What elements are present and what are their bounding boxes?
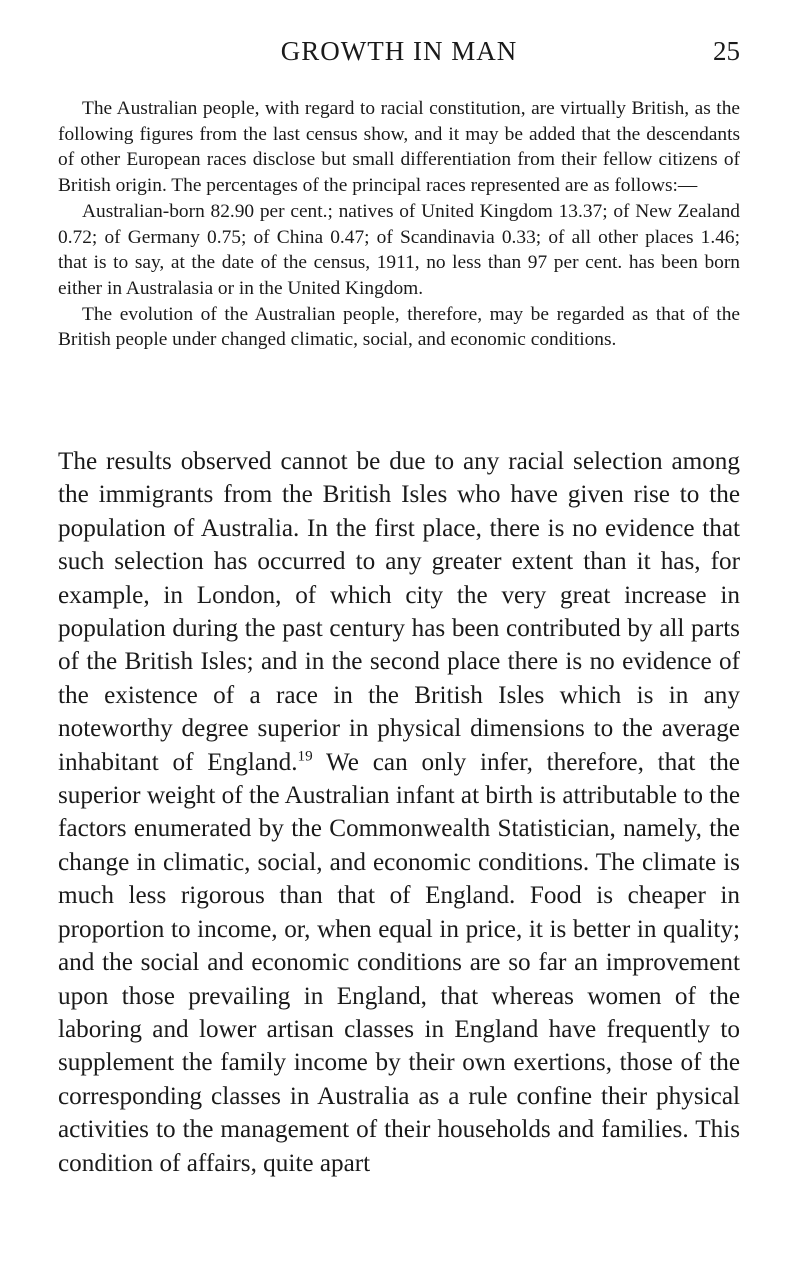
book-page xyxy=(58,0,740,1281)
main-text-before-note: The results observed cannot be due to any racial selection among the immigrants from the British Isles who have given rise to the population of Australia. In the first place, there is no evidence that such selection has occurred to any greater extent than it has, for example, in London, of which city the very great increase in population during the past century has been contributed by all parts of the British Isles; and in the second place there is no evidence of the existence of a race in the British Isles which is in any noteworthy degree superior in physical dimensions to the average inhabitant of England. xyxy=(58,448,740,776)
main-paragraph xyxy=(58,445,740,1180)
page-header xyxy=(58,36,740,76)
quoted-paragraph-1: The Australian people, with regard to racial constitution, are virtually British, as the following figures from the last census show, and it may be added that the descendants of other European races disclose but small differentiation from their fellow citizens of British origin. The percentages of the principal races represented are as follows:— xyxy=(58,98,740,197)
quoted-census-block xyxy=(58,96,740,353)
footnote-reference: 19 xyxy=(297,748,313,765)
quoted-paragraph-3: The evolution of the Australian people, therefore, may be regarded as that of the British people under changed climatic, social, and economic conditions. xyxy=(58,303,740,351)
main-text-after-note: We can only infer, therefore, that the superior weight of the Australian infant at birth is attributable to the factors enumerated by the Commonwealth Statistician, namely, the change in climatic, social, and economic conditions. The climate is much less rigorous than that of England. Food is cheaper in proportion to income, or, when equal in price, it is better in quality; and the social and economic conditions are so far an improvement upon those prevailing in England, that whereas women of the laboring and lower artisan classes in England have frequently to supplement the family income by their own exertions, those of the corresponding classes in Australia as a rule confine their physical activities to the management of their households and families. This condition of affairs, quite apart xyxy=(58,748,740,1177)
quoted-paragraph-2: Australian-born 82.90 per cent.; natives of United Kingdom 13.37; of New Zealand 0.72; of Germany 0.75; of China 0.47; of Scandinavia 0.33; of all other places 1.46; that is to say, at the date of the census, 1911, no less than 97 per cent. has been born either in Australasia or in the United Kingdom. xyxy=(58,200,740,299)
main-text-block xyxy=(58,445,740,1180)
page-number: 25 xyxy=(713,36,740,66)
running-title: GROWTH IN MAN xyxy=(280,36,518,66)
